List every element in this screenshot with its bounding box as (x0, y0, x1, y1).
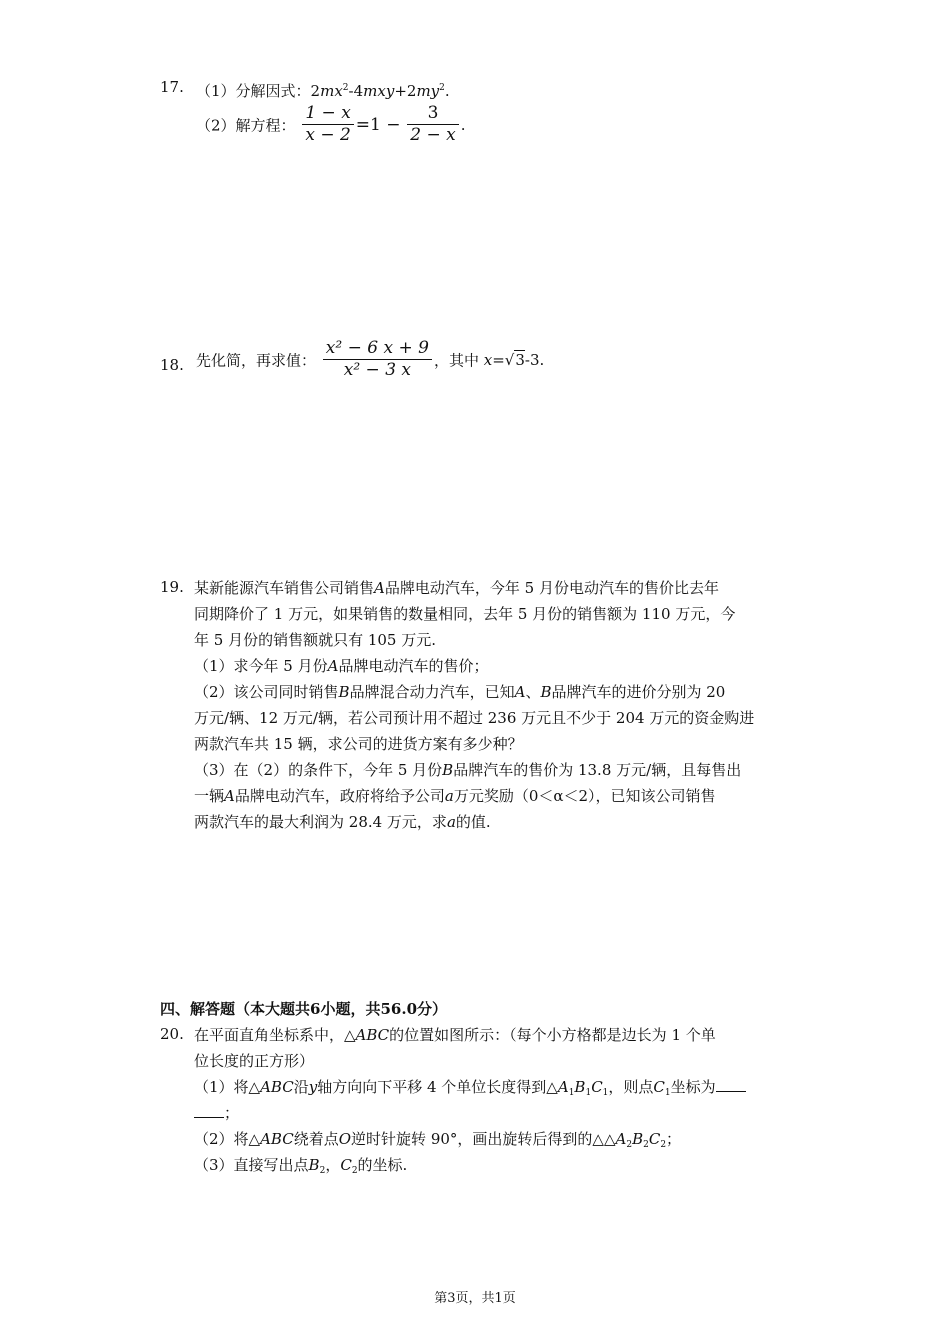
q18-number: 18. (160, 356, 184, 374)
q17-part1: （1）分解因式：$2mx^2-4mxy+2my^2$. (196, 82, 450, 100)
q20-body: 在平面直角坐标系中，△ABC的位置如图所示：（每个小方格都是边长为 1 个单 位长度的正方形） （1）将△ABC沿y轴方向向下平移 4 个单位长度得到$\triangle A_1B_1C_1$，则点$C_1$坐标为 ； （2）将△ABC绕着点O逆时针旋转 90°，画出旋转后得到的$\triangle\triangle A_2B_2C_2$； （3）直接写出点$B_2$，$C_2$的坐标. (194, 1022, 746, 1178)
q17-fraction-left: $\frac{1 - x}{x - 2}$ (302, 103, 353, 147)
q19-number: 19. (160, 578, 184, 596)
q17-number: 17. (160, 78, 184, 96)
q17-fraction-right: $\frac{3}{2 - x}$ (407, 103, 458, 147)
section-4-heading: 四、解答题（本大题共6小题，共56.0分） (160, 1000, 448, 1018)
sqrt-symbol: √3 (504, 350, 525, 369)
answer-blank-continued (194, 1101, 224, 1118)
answer-blank (716, 1075, 746, 1092)
q18-fraction: $\frac{\text{x² − 6 x + 9}}{\text{x² − 3 x}}$ (323, 338, 432, 382)
q18-body: 先化简，再求值： $\frac{\text{x² − 6 x + 9}}{\text{x² − 3 x}}$ ，其中 x=√3-3. (196, 338, 545, 381)
page-footer: 第3页，共1页 (434, 1291, 516, 1306)
q19-body: 某新能源汽车销售公司销售A品牌电动汽车，今年 5 月份电动汽车的售价比去年 同期降价了 1 万元，如果销售的数量相同，去年 5 月份的销售额为 110 万元，今 年 5 月份的销售额就只有 105 万元. （1）求今年 5 月份A品牌电动汽车的售价； （2）该公司同时销售B品牌混合动力汽车，已知A、B品牌汽车的进价分别为 20 万元/辆、12 万元/辆，若公司预计用不超过 236 万元且不少于 204 万元的资金购进 两款汽车共 15 辆，求公司的进货方案有多少种？ （3）在（2）的条件下，今年 5 月份B品牌汽车的售价为 13.8 万元/辆，且每售出 一辆A品牌电动汽车，政府将给予公司a万元奖励（0＜α＜2），已知该公司销售 两款汽车的最大利润为 28.4 万元，求a的值. (194, 579, 755, 831)
q17-part2: （2）解方程： $\frac{1 - x}{x - 2}$ =1 − $\frac{3}{2 - x}$ . (196, 103, 466, 146)
q20-number: 20. (160, 1025, 184, 1043)
